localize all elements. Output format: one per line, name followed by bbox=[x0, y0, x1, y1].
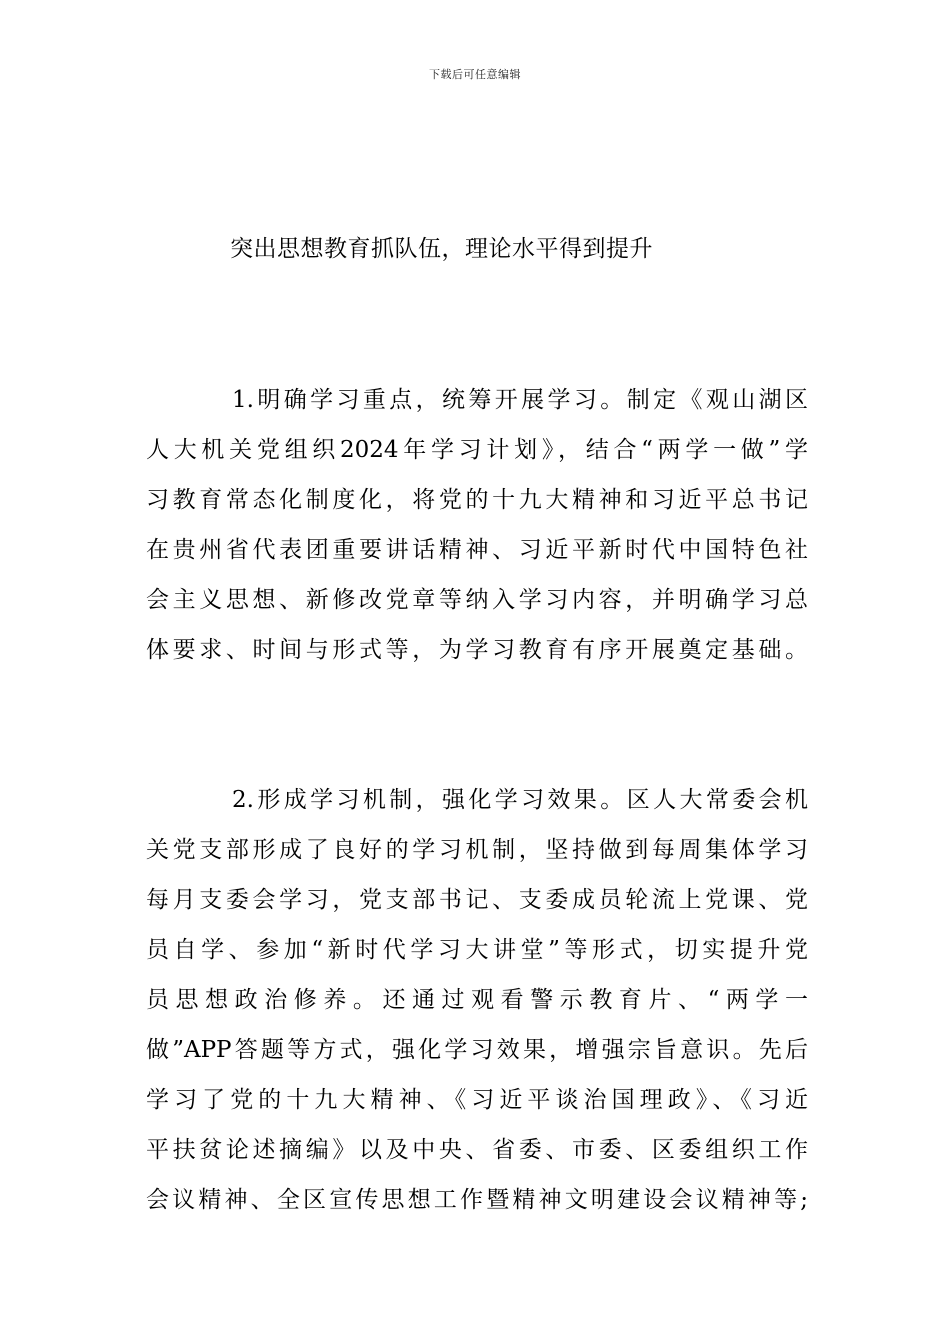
paragraph-line: 做”APP答题等方式，强化学习效果，增强宗旨意识。先后 bbox=[146, 1037, 808, 1063]
paragraph-line: 学习了党的十九大精神、《习近平谈治国理政》、《习近 bbox=[146, 1087, 808, 1113]
paragraph-line: 人大机关党组织2024年学习计划》，结合“两学一做”学 bbox=[146, 437, 808, 463]
document-title: 突出思想教育抓队伍，理论水平得到提升 bbox=[230, 236, 653, 262]
paragraph-line: 2.形成学习机制，强化学习效果。区人大常委会机 bbox=[232, 787, 808, 813]
paragraph-line: 每月支委会学习，党支部书记、支委成员轮流上党课、党 bbox=[146, 887, 808, 913]
paragraph-line: 在贵州省代表团重要讲话精神、习近平新时代中国特色社 bbox=[146, 537, 808, 563]
paragraph-line: 员自学、参加“新时代学习大讲堂”等形式，切实提升党 bbox=[146, 937, 808, 963]
paragraph-line: 会主义思想、新修改党章等纳入学习内容，并明确学习总 bbox=[146, 587, 808, 613]
paragraph-line: 习教育常态化制度化，将党的十九大精神和习近平总书记 bbox=[146, 487, 808, 513]
paragraph-line: 平扶贫论述摘编》以及中央、省委、市委、区委组织工作 bbox=[146, 1137, 808, 1163]
paragraph-line: 会议精神、全区宣传思想工作暨精神文明建设会议精神等; bbox=[146, 1187, 808, 1213]
paragraph-line: 员思想政治修养。还通过观看警示教育片、“两学一 bbox=[146, 987, 808, 1013]
paragraph-line: 关党支部形成了良好的学习机制，坚持做到每周集体学习 bbox=[146, 837, 808, 863]
paragraph-line: 体要求、时间与形式等，为学习教育有序开展奠定基础。 bbox=[146, 637, 808, 663]
paragraph-1 bbox=[146, 375, 808, 675]
header-note: 下载后可任意编辑 bbox=[429, 68, 521, 81]
paragraph-line: 1.明确学习重点，统筹开展学习。制定《观山湖区 bbox=[232, 387, 808, 413]
paragraph-2 bbox=[146, 775, 808, 1225]
